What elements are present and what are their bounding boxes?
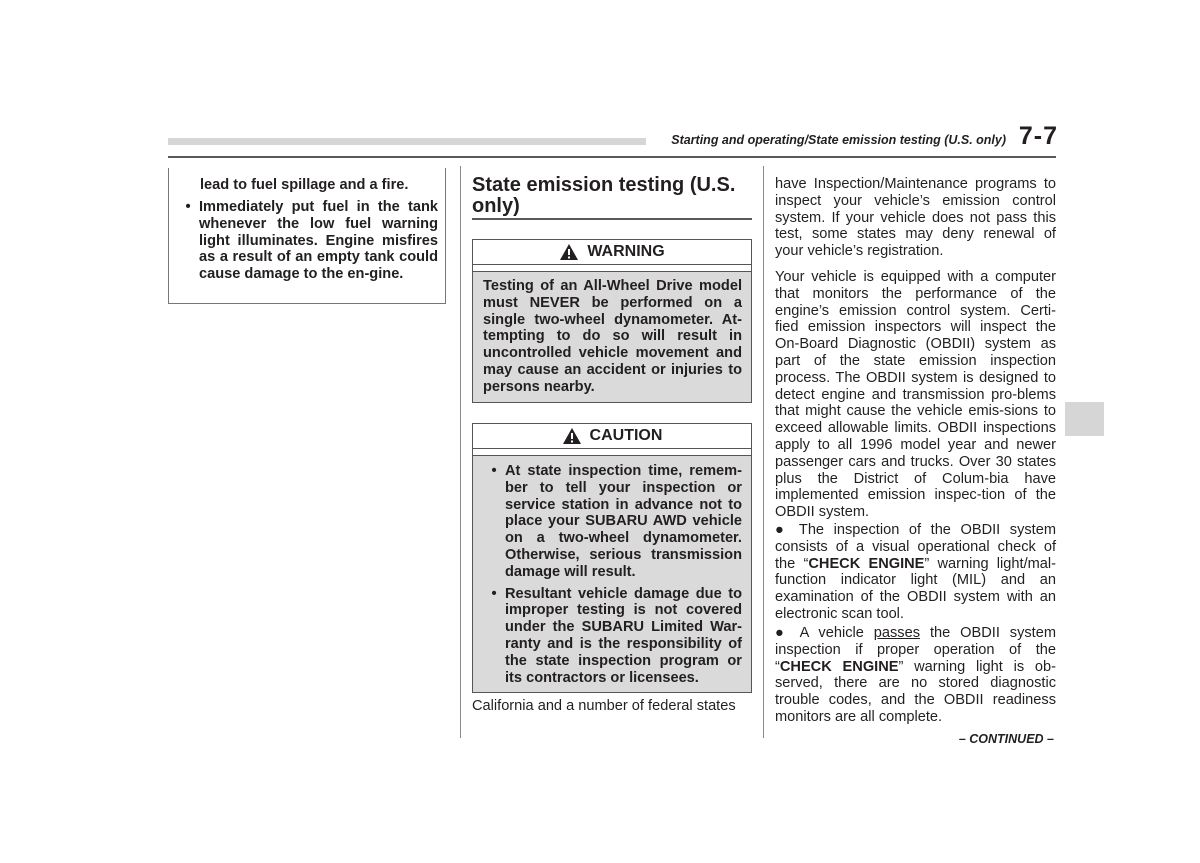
caution-box <box>472 423 752 693</box>
header-bar <box>168 138 646 145</box>
warning-box <box>472 239 752 403</box>
bullet-icon: ● <box>775 625 800 641</box>
list-item: • At state inspection time, remem-ber to tell your inspection or service station in advance not to place your SUBARU AWD vehicle on a two-wheel dynamometer. Otherwise, serious transmission damage will result. <box>483 463 742 581</box>
warning-text: Testing of an All-Wheel Drive model must NEVER be performed on a single two-wheel dynamometer. At-tempting to do so will result in uncontrolled vehicle movement and may cause an accident or injuries to persons nearby. <box>483 278 742 395</box>
chapter-tab <box>1065 402 1104 436</box>
section-title-rule <box>472 218 752 220</box>
warning-label: WARNING <box>587 243 665 260</box>
bullet-icon: • <box>491 585 497 602</box>
warning-triangle-icon <box>562 427 582 445</box>
list-item: • Immediately put fuel in the tank whenever the low fuel warning light illuminates. Engine misfires as a result of an empty tank could cause damage to the en-gine. <box>177 199 438 283</box>
warning-gap <box>473 265 751 272</box>
caution-label: CAUTION <box>589 427 663 444</box>
warning-triangle-icon <box>559 243 579 261</box>
bullet-icon: ● <box>775 522 799 538</box>
body-bullet: ● A vehicle passes the OBDII system inspection if proper operation of the “CHECK ENGINE” warning light is ob-served, there are no stored diagnostic trouble codes, and the OBDII readiness monitors are all complete. <box>775 625 1057 725</box>
page-number: 7-7 <box>1018 122 1058 150</box>
body-paragraph: Your vehicle is equipped with a computer that monitors the performance of the engine’s emission control system. Certi-fied emission inspectors will inspect the On-Board Diagnostic (OBDII) system as part of the state emission inspection process. The OBDII system is designed to detect engine and transmission pro-blems that might cause the vehicle emis-sions to exceed allowable limits. OBDII inspections apply to all 1996 model year and newer passenger cars and trucks. Over 30 states plus the District of Colum-bia have implemented emission inspec-tion of the OBDII system. <box>775 269 1056 521</box>
body-paragraph: have Inspection/Maintenance programs to inspect your vehicle’s emission control system. If your vehicle does not pass this test, some states may deny renewal of your vehicle’s registration. <box>775 176 1056 260</box>
body-text: California and a number of federal states <box>472 698 736 714</box>
bullet-icon: • <box>491 463 497 479</box>
caution-gap <box>473 449 751 456</box>
running-header: Starting and operating/State emission testing (U.S. only) <box>671 133 1006 147</box>
continuation-text: lead to fuel spillage and a fire. <box>200 177 409 193</box>
warning-header <box>473 240 751 265</box>
header-rule <box>168 156 1056 158</box>
continued-marker: – CONTINUED – <box>958 732 1054 746</box>
section-title: State emission testing (U.S. only) <box>472 174 736 217</box>
bullet-icon: • <box>185 199 191 215</box>
caution-header <box>473 424 751 449</box>
left-warning-continuation <box>168 168 446 304</box>
list-item: • Resultant vehicle damage due to improper testing is not covered under the SUBARU Limited War-ranty and is the responsibility of the state inspection program or its contractors or licensees. <box>483 586 742 687</box>
column-divider <box>763 166 764 738</box>
column-divider <box>460 166 461 738</box>
body-bullet: ● The inspection of the OBDII system consists of a visual operational check of the “CHECK ENGINE” warning light/mal-function indicator light (MIL) and an examination of the OBDII system with an electronic scan tool. <box>775 522 1057 622</box>
